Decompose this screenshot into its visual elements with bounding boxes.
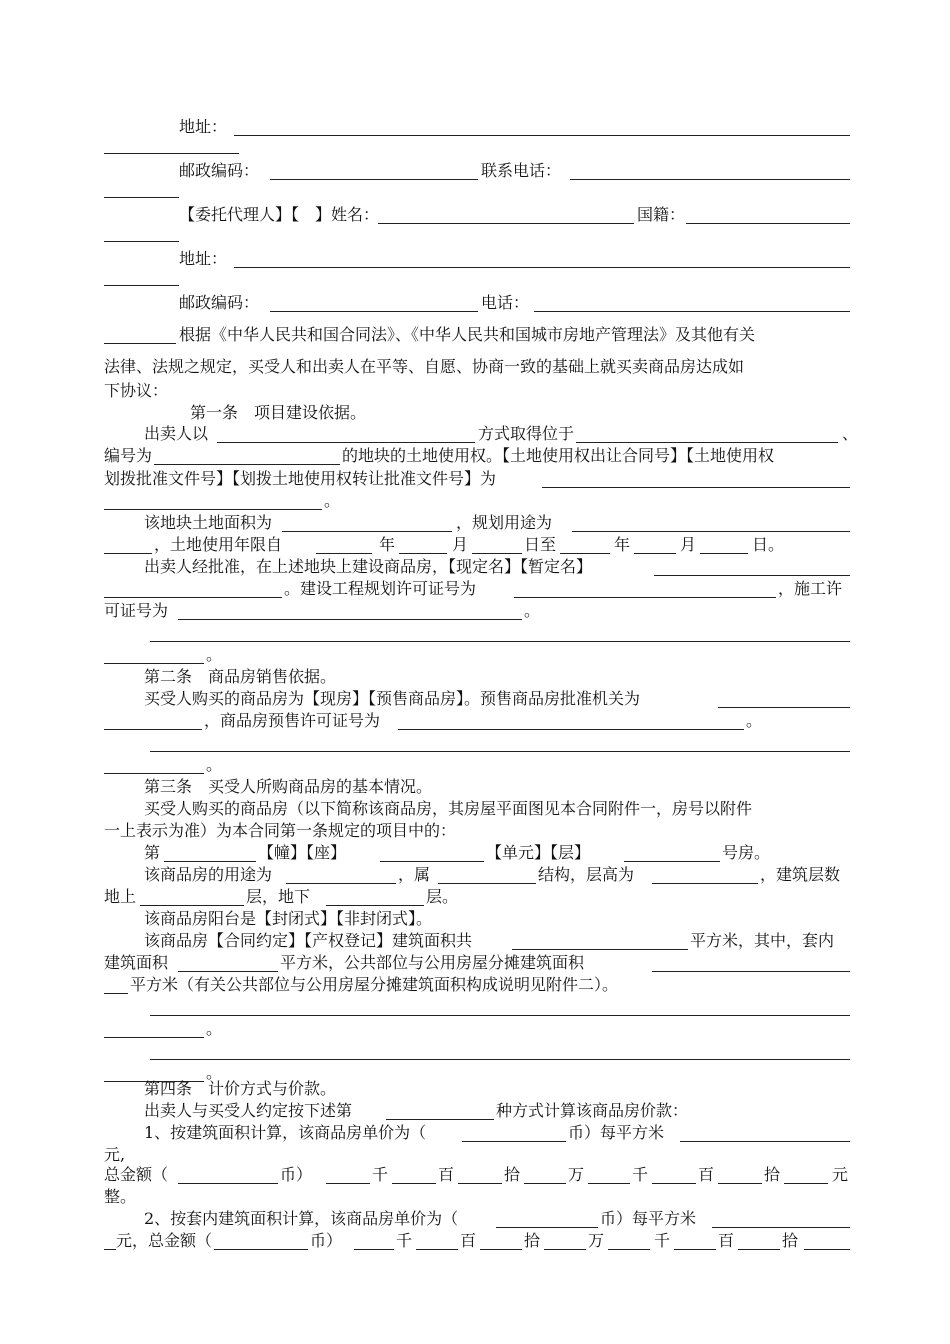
art4-line-6	[104, 1207, 850, 1231]
amount2-qian-1[interactable]	[354, 1249, 394, 1250]
art3-l8a: 建筑面积	[104, 953, 169, 972]
planning-permit-field[interactable]	[514, 597, 776, 598]
art3-line-7	[104, 929, 850, 953]
art1-l6b: 年	[379, 535, 396, 554]
art4-l2b: 币）每平方米	[568, 1123, 665, 1142]
art1-line-11	[104, 643, 850, 667]
art4-l1a: 出卖人与买受人约定按下述第	[144, 1101, 353, 1120]
total-currency-field-1[interactable]	[178, 1183, 278, 1184]
art1-l5a: 该地块土地面积为	[144, 513, 273, 532]
art1-line-2	[104, 444, 850, 468]
amount2-tail[interactable]	[804, 1249, 850, 1250]
art2-extra-field-cont[interactable]	[104, 773, 204, 774]
unit-price-field-1[interactable]	[680, 1141, 850, 1142]
art3-line-6	[104, 907, 850, 931]
unit2-shi-2: 拾	[782, 1231, 799, 1250]
agent-row	[104, 203, 850, 227]
unit2-bai-1: 百	[460, 1231, 477, 1250]
planned-use-field-cont[interactable]	[104, 553, 152, 554]
art1-l6f: 月	[680, 535, 697, 554]
art4-line-5	[104, 1185, 850, 1209]
art4-l4a: 总金额（	[104, 1165, 169, 1184]
presale-permit-field[interactable]	[398, 729, 744, 730]
art1-line-5	[104, 511, 850, 535]
art1-l6d: 日至	[524, 535, 557, 554]
art2-extra-field[interactable]	[150, 751, 850, 752]
floors-below-field[interactable]	[326, 905, 424, 906]
presale-authority-field-cont[interactable]	[104, 729, 202, 730]
art3-line-1	[104, 797, 850, 821]
article-4-title	[104, 1077, 850, 1101]
article-3-title	[104, 775, 850, 799]
unit2-qian-2: 千	[654, 1231, 671, 1250]
unit-number-field[interactable]	[380, 861, 484, 862]
nationality-field-cont[interactable]	[104, 241, 179, 242]
art2-l2a: ，商品房预售许可证号为	[204, 711, 381, 730]
art3-line-11	[104, 1017, 850, 1041]
agent-phone-label: 电话：	[481, 293, 530, 312]
unit-bai-2: 百	[698, 1165, 715, 1184]
usage-field[interactable]	[286, 883, 396, 884]
art4-l7b: 币）	[310, 1231, 343, 1250]
art4-l4b: 币）	[280, 1165, 313, 1184]
agent-postcode-field[interactable]	[270, 311, 478, 312]
art4-line-4	[104, 1163, 850, 1187]
art3-l7b: 平方米，其中，套内	[690, 931, 835, 950]
art3-l3b: 【幢】【座】	[258, 843, 347, 862]
unit-qian-2: 千	[632, 1165, 649, 1184]
art4-line-2	[104, 1121, 850, 1145]
art3-l1: 买受人购买的商品房（以下简称该商品房，其房屋平面图见本合同附件一，房号以附件	[144, 799, 753, 818]
unit-qian-1: 千	[372, 1165, 389, 1184]
art1-l2a: 编号为	[104, 446, 153, 465]
end-month-field[interactable]	[634, 553, 676, 554]
article-2-title	[104, 665, 850, 689]
start-year-field[interactable]	[316, 553, 372, 554]
art3-extra-field-1[interactable]	[150, 1015, 850, 1016]
art3-l11: 。	[206, 1063, 223, 1082]
unit-yuan-1: 元	[832, 1165, 849, 1184]
preamble-text-3: 下协议：	[104, 381, 169, 400]
agent-phone-field-cont[interactable]	[104, 343, 176, 344]
art1-extra-field[interactable]	[150, 641, 850, 642]
end-year-field[interactable]	[560, 553, 610, 554]
amount2-bai-1[interactable]	[416, 1249, 458, 1250]
art3-l4b: ，属	[398, 865, 431, 884]
nationality-continuation	[104, 227, 850, 245]
preamble-text-1: 根据《中华人民共和国合同法》、《中华人民共和国城市房地产管理法》及其他有关	[179, 325, 756, 344]
article-1-title-text: 第一条 项目建设依据。	[190, 403, 367, 422]
amount2-wan-1[interactable]	[544, 1249, 586, 1250]
art1-line-6	[104, 533, 850, 557]
land-contract-number-field-cont[interactable]	[104, 509, 322, 510]
currency-field-2[interactable]	[496, 1227, 598, 1228]
art2-line-2	[104, 709, 850, 733]
project-name-field[interactable]	[654, 575, 850, 576]
amount-wan-1[interactable]	[524, 1183, 566, 1184]
phone-continuation	[104, 183, 850, 201]
art3-l4c: 结构，层高为	[538, 865, 635, 884]
shared-area-field[interactable]	[652, 971, 850, 972]
art2-l2b: 。	[746, 711, 763, 730]
inner-area-field[interactable]	[178, 971, 278, 972]
address-field[interactable]	[234, 135, 850, 136]
agent-address-field-cont[interactable]	[104, 285, 179, 286]
amount2-shi-2[interactable]	[738, 1249, 780, 1250]
agent-address-continuation	[104, 271, 850, 289]
preamble-text-2: 法律、法规之规定，买受人和出卖人在平等、自愿、协商一致的基础上就买卖商品房达成如	[104, 357, 745, 376]
art1-l4: 。	[324, 491, 341, 510]
art1-l9a: 可证号为	[104, 601, 169, 620]
article-3-title-text: 第三条 买受人所购商品房的基本情况。	[144, 777, 433, 796]
preamble-line-3	[104, 379, 850, 403]
art3-line-4	[104, 863, 850, 887]
art1-l9b: 。	[524, 601, 541, 620]
amount-qian-1[interactable]	[326, 1183, 370, 1184]
address-row	[104, 115, 850, 139]
art3-l5a: 地上	[104, 887, 137, 906]
amount2-qian-2[interactable]	[608, 1249, 650, 1250]
building-number-field[interactable]	[164, 861, 256, 862]
art1-line-7	[104, 555, 850, 579]
agent-address-field[interactable]	[234, 267, 850, 268]
acquisition-method-field[interactable]	[217, 442, 475, 443]
address-label: 地址：	[179, 117, 228, 136]
art3-l2: 一上表示为准）为本合同第一条规定的项目中的：	[104, 821, 457, 840]
art1-l6c: 月	[452, 535, 469, 554]
unit2-wan-1: 万	[588, 1231, 605, 1250]
unit-shi-1: 拾	[504, 1165, 521, 1184]
structure-field[interactable]	[438, 883, 536, 884]
art2-l3: 。	[206, 755, 223, 774]
art1-l1b: 方式取得位于	[478, 424, 575, 443]
construction-permit-field[interactable]	[178, 619, 522, 620]
art4-l7a: 元，总金额（	[116, 1231, 213, 1250]
art4-l1b: 种方式计算该商品房价款：	[496, 1101, 689, 1120]
art1-extra-field-cont[interactable]	[104, 663, 204, 664]
agent-label: 【委托代理人】【 】姓名：	[179, 205, 380, 224]
agent-postcode-label: 邮政编码：	[179, 293, 260, 312]
art3-line-2	[104, 819, 850, 843]
art3-l4a: 该商品房的用途为	[144, 865, 273, 884]
amount-shi-2[interactable]	[718, 1183, 762, 1184]
art3-l10: 。	[206, 1019, 223, 1038]
art1-line-1	[104, 422, 859, 446]
agent-postcode-row	[104, 291, 850, 315]
floors-above-field[interactable]	[140, 905, 244, 906]
unit2-bai-2: 百	[718, 1231, 735, 1250]
art3-line-8	[104, 951, 850, 975]
planned-use-field[interactable]	[572, 531, 850, 532]
art3-line-9	[104, 973, 850, 997]
art1-l7a: 出卖人经批准，在上述地块上建设商品房，【现定名】【暂定名】	[144, 557, 593, 576]
art3-l5b: 层，地下	[246, 887, 311, 906]
building-area-field[interactable]	[512, 949, 688, 950]
amount-qian-2[interactable]	[588, 1183, 630, 1184]
preamble-line-1	[104, 323, 850, 347]
art1-l1c: 、	[842, 424, 859, 443]
amount-yuan-1[interactable]	[784, 1183, 828, 1184]
art1-l10: 。	[206, 645, 223, 664]
amount-bai-2[interactable]	[652, 1183, 696, 1184]
art3-extra-field-1-cont[interactable]	[104, 1037, 204, 1038]
address-field-cont[interactable]	[104, 153, 239, 154]
art3-l7a: 该商品房【合同约定】【产权登记】建筑面积共	[144, 931, 473, 950]
plot-number-field[interactable]	[154, 464, 340, 465]
art4-l2a: 1、按建筑面积计算，该商品房单价为（	[144, 1123, 427, 1142]
art2-l1: 买受人购买的商品房为【现房】【预售商品房】。预售商品房批准机关为	[144, 689, 641, 708]
unit-wan-1: 万	[568, 1165, 585, 1184]
art3-line-10	[104, 995, 850, 1019]
amount-bai-1[interactable]	[392, 1183, 436, 1184]
art4-l6a: 2、按套内建筑面积计算，该商品房单价为（	[144, 1209, 459, 1228]
art2-line-4	[104, 753, 850, 777]
art3-line-12	[104, 1039, 850, 1063]
phone-label: 联系电话：	[481, 161, 562, 180]
unit-price-field-2-cont[interactable]	[104, 1249, 116, 1250]
art1-line-8	[104, 577, 850, 601]
art4-line-7	[104, 1229, 850, 1253]
art3-line-3	[104, 841, 850, 865]
art1-l6a: ，土地使用年限自	[154, 535, 283, 554]
art2-line-1	[104, 687, 850, 711]
art3-extra-field-2[interactable]	[150, 1059, 850, 1060]
art3-l3a: 第	[144, 843, 161, 862]
preamble-line-2	[104, 355, 850, 379]
art4-l3: 元,	[104, 1145, 126, 1164]
nationality-label: 国籍：	[637, 205, 686, 224]
unit-price-field-2[interactable]	[712, 1227, 850, 1228]
article-4-title-text: 第四条 计价方式与价款。	[144, 1079, 337, 1098]
art3-l6: 该商品房阳台是【封闭式】【非封闭式】。	[144, 909, 433, 928]
art1-l6g: 日。	[752, 535, 785, 554]
art3-l3d: 号房。	[722, 843, 771, 862]
end-day-field[interactable]	[700, 553, 748, 554]
art1-l8a: 。建设工程规划许可证号为	[284, 579, 477, 598]
agent-address-label: 地址：	[179, 249, 228, 268]
room-number-field[interactable]	[624, 861, 720, 862]
phone-field[interactable]	[570, 179, 850, 180]
art1-l1a: 出卖人以	[144, 424, 209, 443]
art1-l6e: 年	[614, 535, 631, 554]
art3-l9: 平方米（有关公共部位与公用房屋分摊建筑面积构成说明见附件二）。	[130, 975, 619, 994]
location-field[interactable]	[576, 442, 838, 443]
art1-l5b: ，规划用途为	[456, 513, 553, 532]
start-day-field[interactable]	[472, 553, 522, 554]
unit2-shi-1: 拾	[524, 1231, 541, 1250]
amount2-shi-1[interactable]	[480, 1249, 522, 1250]
pricing-method-field[interactable]	[386, 1119, 494, 1120]
agent-name-field[interactable]	[378, 223, 634, 224]
art3-l5c: 层。	[426, 887, 459, 906]
land-contract-number-field[interactable]	[542, 487, 850, 488]
postcode-field[interactable]	[270, 179, 478, 180]
postcode-label: 邮政编码：	[179, 161, 260, 180]
amount-shi-1[interactable]	[458, 1183, 502, 1184]
art1-line-9	[104, 599, 850, 623]
art3-l3c: 【单元】【层】	[486, 843, 591, 862]
art4-l5: 整。	[104, 1187, 137, 1206]
art1-line-3	[104, 467, 850, 491]
art1-line-4	[104, 489, 850, 513]
phone-field-cont[interactable]	[104, 197, 179, 198]
art4-l6b: 币）每平方米	[600, 1209, 697, 1228]
shared-area-field-cont[interactable]	[104, 993, 128, 994]
agent-phone-field[interactable]	[534, 311, 850, 312]
art3-l8b: 平方米，公共部位与公用房屋分摊建筑面积	[280, 953, 585, 972]
land-area-field[interactable]	[282, 531, 452, 532]
art1-l2b: 的地块的土地使用权。【土地使用权出让合同号】【土地使用权	[342, 446, 775, 465]
presale-authority-field[interactable]	[718, 707, 850, 708]
nationality-field[interactable]	[686, 223, 850, 224]
amount2-bai-2[interactable]	[674, 1249, 716, 1250]
start-month-field[interactable]	[399, 553, 447, 554]
art1-line-10	[104, 621, 850, 645]
currency-field-1[interactable]	[462, 1141, 566, 1142]
art2-line-3	[104, 731, 850, 755]
art1-l8b: ，施工许	[778, 579, 843, 598]
unit-shi-2: 拾	[764, 1165, 781, 1184]
postcode-row	[104, 159, 850, 183]
agent-address-row	[104, 247, 850, 271]
unit2-qian-1: 千	[396, 1231, 413, 1250]
unit-bai-1: 百	[438, 1165, 455, 1184]
art4-line-1	[104, 1099, 850, 1123]
article-2-title-text: 第二条 商品房销售依据。	[144, 667, 337, 686]
art3-line-5	[104, 885, 850, 909]
project-name-field-cont[interactable]	[104, 597, 282, 598]
address-continuation	[104, 139, 850, 157]
total-currency-field-2[interactable]	[214, 1249, 308, 1250]
art1-l3: 划拨批准文件号】【划拨土地使用权转让批准文件号】为	[104, 469, 497, 488]
floor-height-field[interactable]	[652, 883, 758, 884]
art3-l4d: ，建筑层数	[760, 865, 841, 884]
